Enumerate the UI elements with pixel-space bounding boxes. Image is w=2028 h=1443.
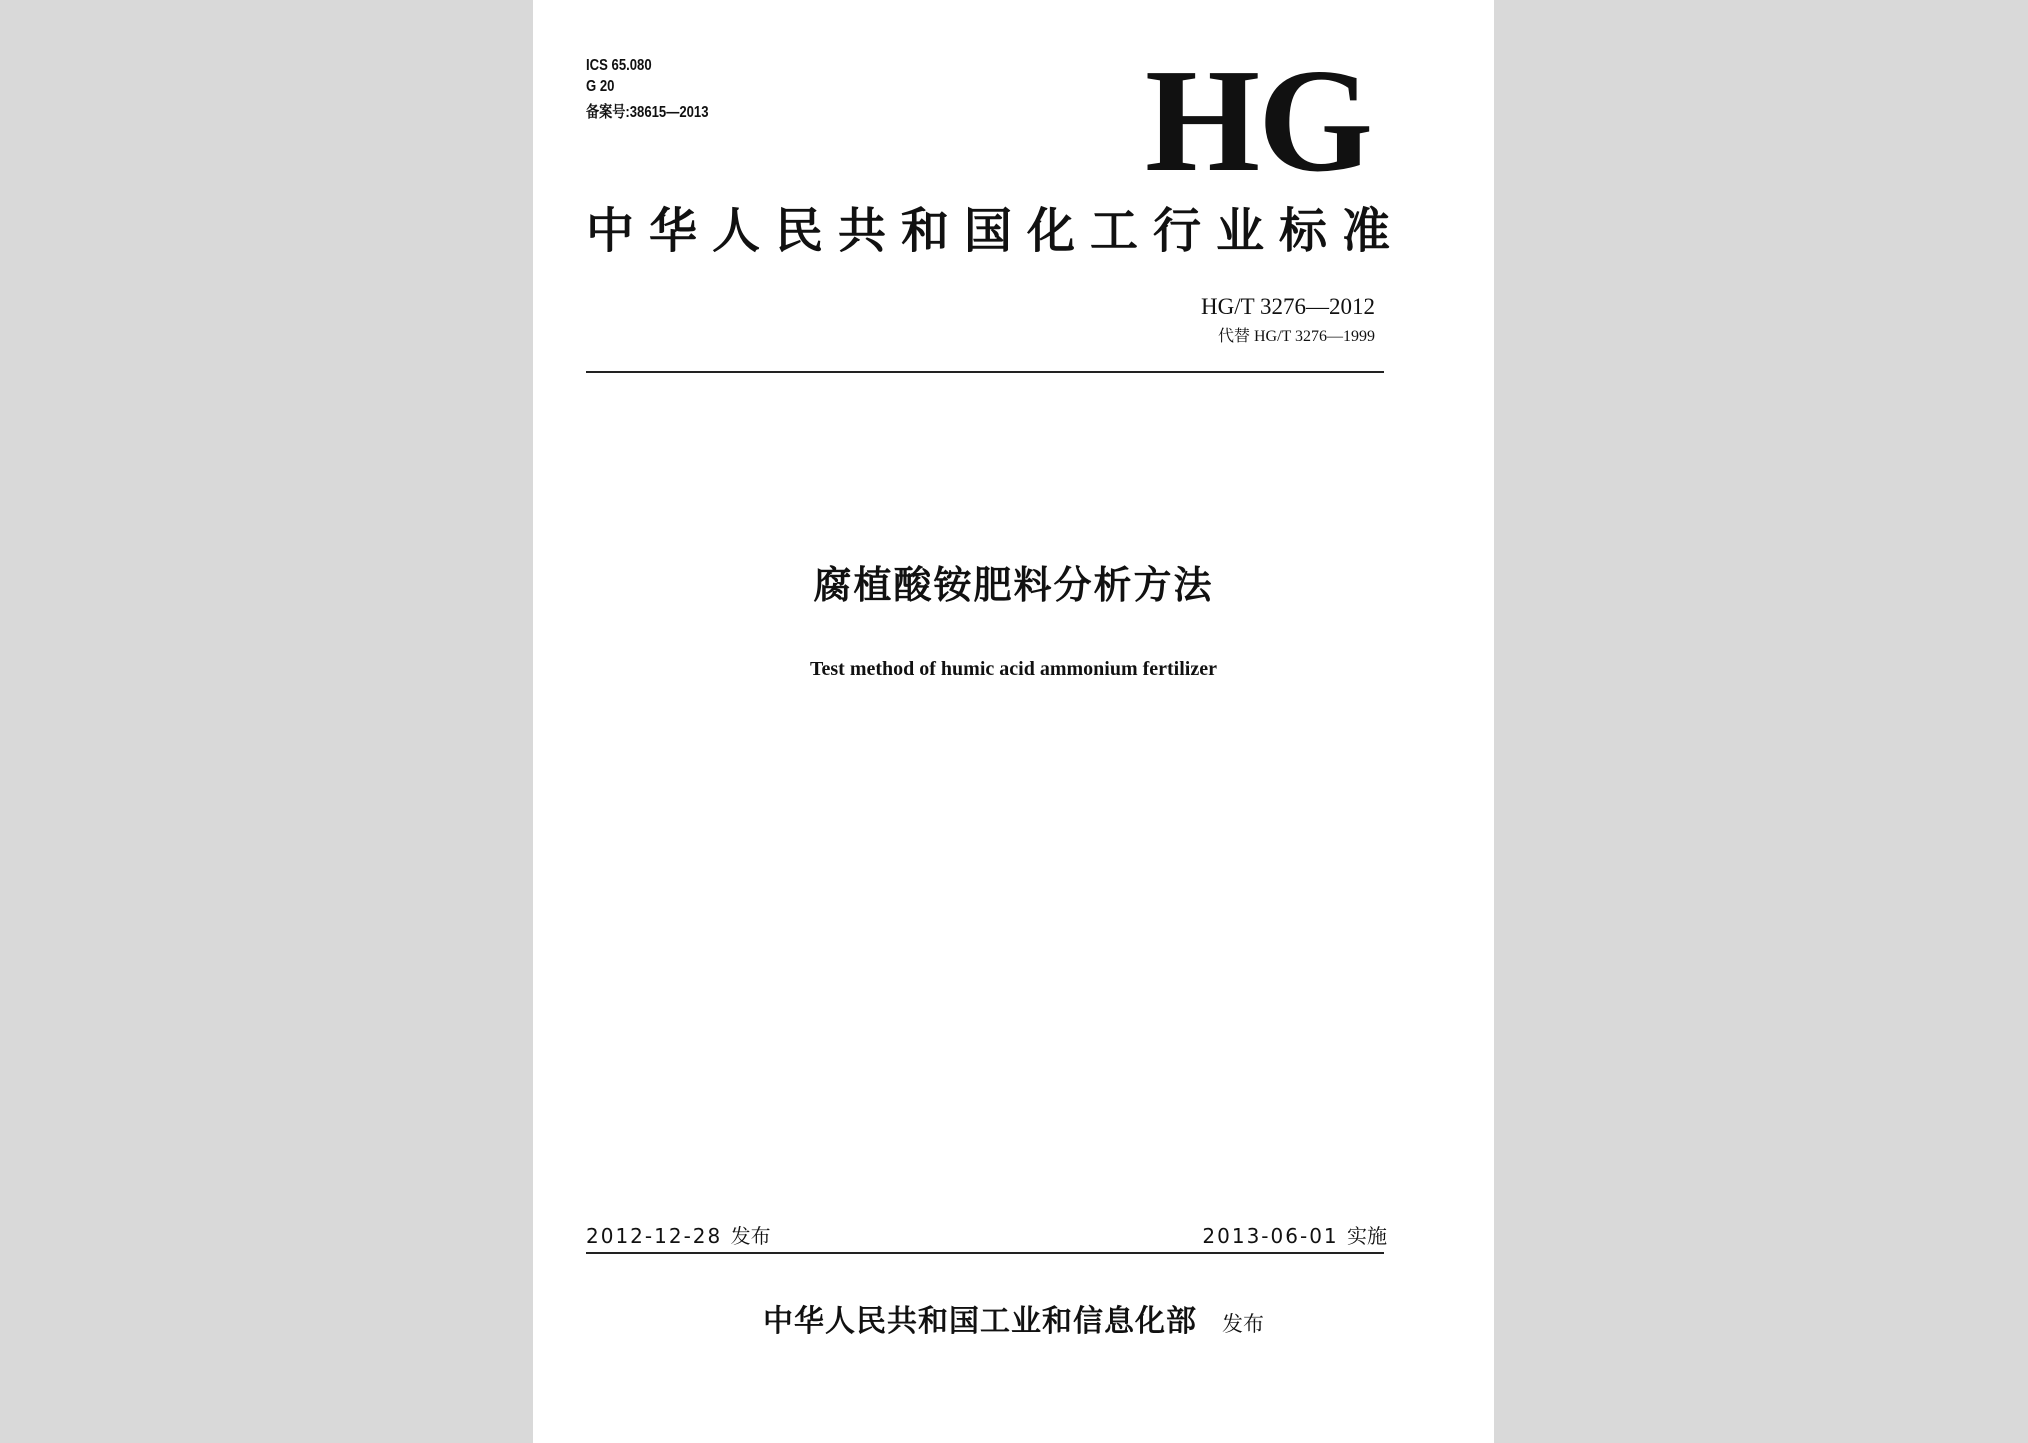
implementation-label: 实施: [1347, 1224, 1387, 1248]
issuer-label: 发布: [1222, 1312, 1265, 1336]
issue-label: 发布: [730, 1224, 771, 1248]
implementation-date-line: [1202, 1222, 1387, 1250]
standard-number: HG/T 3276—2012: [1201, 294, 1375, 319]
ics-code: ICS 65.080: [586, 57, 652, 74]
ccs-code: G 20: [586, 78, 615, 95]
document-title-chinese: 腐植酸铵肥料分析方法: [813, 563, 1214, 607]
issue-date-line: [586, 1222, 771, 1250]
issuer-name: 中华人民共和国工业和信息化部: [762, 1304, 1197, 1339]
standard-organization: 中华人民共和国化工行业标准: [586, 203, 1390, 259]
document-page: [533, 0, 1494, 1443]
implementation-date: 2013-06-01: [1202, 1224, 1339, 1248]
issuing-authority: [533, 1296, 1494, 1340]
issue-date: 2012-12-28: [586, 1224, 723, 1248]
document-title-english: Test method of humic acid ammonium fertilizer: [810, 658, 1217, 680]
replaced-standard: 代替 HG/T 3276—1999: [1217, 328, 1375, 345]
header-divider: [586, 371, 1384, 373]
footer-divider: [586, 1252, 1384, 1254]
record-number: 备案号:38615—2013: [586, 104, 709, 121]
hg-logo: HG: [1145, 39, 1372, 203]
